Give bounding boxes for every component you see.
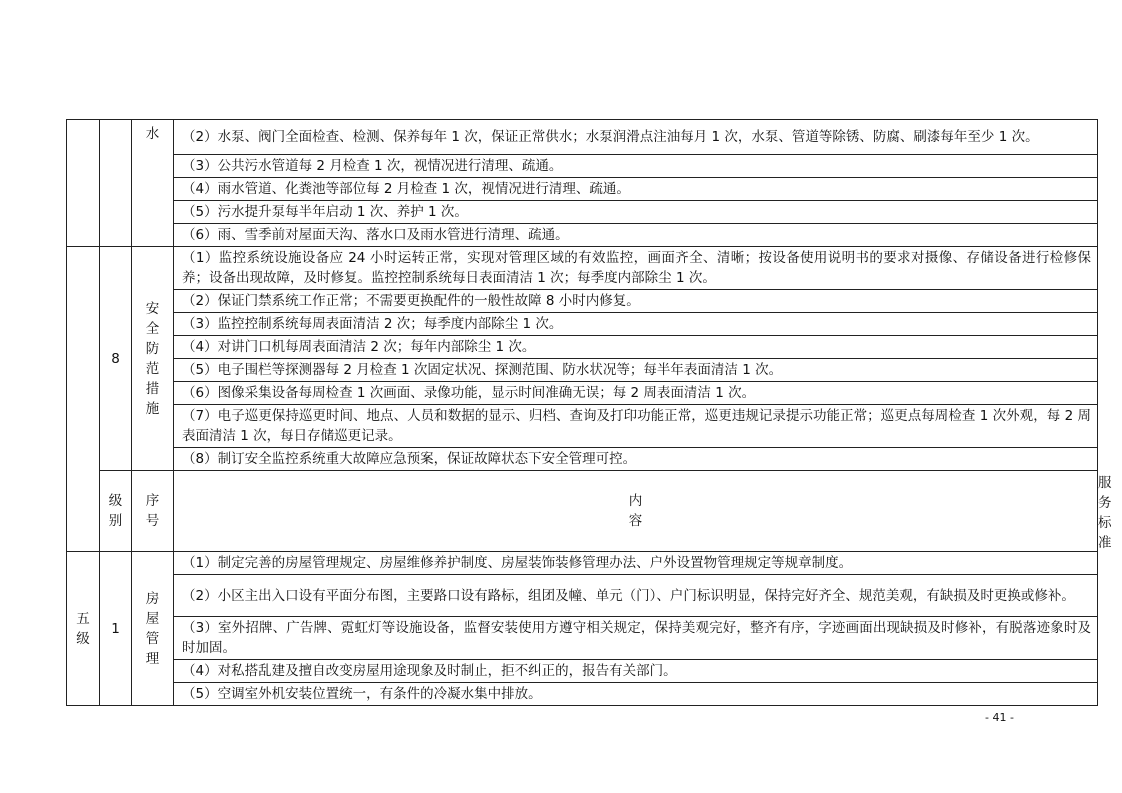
level-cell-empty <box>67 247 100 552</box>
standard-text: （8）制订安全监控系统重大故障应急预案，保证故障状态下安全管理可控。 <box>174 448 1098 471</box>
standard-text: （3）室外招牌、广告牌、霓虹灯等设施设备，监督安装使用方遵守相关规定，保持美观完好，整齐有序，字迹画面出现缺损及时修补，有脱落迹象时及时加固。 <box>174 617 1098 660</box>
table-row <box>67 382 1098 405</box>
header-char: 容 <box>628 513 643 529</box>
standard-text: （1）监控系统设施设备应 24 小时运转正常，实现对管理区域的有效监控，画面齐全、清晰；按设备使用说明书的要求对摄像、存储设备进行检修保养；设备出现故障，及时修复。监控控制系统每日表面清洁 1 次；每季度内部除尘 1 次。 <box>174 247 1098 290</box>
table-row <box>67 290 1098 313</box>
standard-text: （2）保证门禁系统工作正常；不需要更换配件的一般性故障 8 小时内修复。 <box>174 290 1098 313</box>
header-content <box>174 471 1098 552</box>
table-row <box>67 405 1098 448</box>
table-row <box>67 448 1098 471</box>
standard-text: （3）监控控制系统每周表面清洁 2 次；每季度内部除尘 1 次。 <box>174 313 1098 336</box>
category-char: 屋 <box>145 610 160 627</box>
standard-text: （5）电子围栏等探测器每 2 月检查 1 次固定状况、探测范围、防水状况等；每半年表面清洁 1 次。 <box>174 359 1098 382</box>
table-row <box>67 224 1098 247</box>
table-row <box>67 359 1098 382</box>
category-char: 措 <box>145 380 160 397</box>
header-char: 级 <box>108 493 123 509</box>
item-number: 1 <box>100 552 132 706</box>
standard-text: （3）公共污水管道每 2 月检查 1 次，视情况进行清理、疏通。 <box>174 155 1098 178</box>
category-char: 理 <box>145 650 160 667</box>
level-five <box>67 552 100 706</box>
level-cell-empty <box>67 120 100 247</box>
header-char: 序 <box>145 493 160 509</box>
header-level <box>100 471 132 552</box>
category-char: 施 <box>145 400 160 417</box>
table-row <box>67 575 1098 617</box>
table-row <box>67 120 1098 155</box>
table-row <box>67 660 1098 683</box>
category-housing <box>132 552 174 706</box>
standard-text: （6）雨、雪季前对屋面天沟、落水口及雨水管进行清理、疏通。 <box>174 224 1098 247</box>
table-header-row: 级 别 序 号 内 容 服务标准 <box>67 471 1098 552</box>
item-number: 8 <box>100 247 132 471</box>
standard-text: （6）图像采集设备每周检查 1 次画面、录像功能，显示时间准确无误；每 2 周表面清洁 1 次。 <box>174 382 1098 405</box>
standard-text: （5）污水提升泵每半年启动 1 次、养护 1 次。 <box>174 201 1098 224</box>
table-row <box>67 178 1098 201</box>
level-char: 五 <box>76 610 90 627</box>
standard-text: （2）小区主出入口设有平面分布图，主要路口设有路标，组团及幢、单元（门）、户门标识明显，保持完好齐全、规范美观，有缺损及时更换或修补。 <box>174 575 1098 617</box>
standard-text: （4）对私搭乱建及擅自改变房屋用途现象及时制止，拒不纠正的，报告有关部门。 <box>174 660 1098 683</box>
table-row <box>67 313 1098 336</box>
number-cell-empty <box>100 120 132 247</box>
table-row <box>67 617 1098 660</box>
standard-text: （5）空调室外机安装位置统一，有条件的冷凝水集中排放。 <box>174 683 1098 706</box>
header-char: 内 <box>628 493 643 509</box>
category-char: 全 <box>145 320 160 337</box>
table-row <box>67 552 1098 575</box>
standard-text: （4）对讲门口机每周表面清洁 2 次；每年内部除尘 1 次。 <box>174 336 1098 359</box>
category-security <box>132 247 174 471</box>
level-char: 级 <box>76 630 90 647</box>
header-char: 别 <box>108 513 123 529</box>
table-row <box>67 247 1098 290</box>
standard-text: （4）雨水管道、化粪池等部位每 2 月检查 1 次，视情况进行清理、疏通。 <box>174 178 1098 201</box>
category-char: 管 <box>145 630 160 647</box>
category-char: 房 <box>145 590 160 607</box>
table-row <box>67 336 1098 359</box>
standard-text: （2）水泵、阀门全面检查、检测、保养每年 1 次，保证正常供水；水泵润滑点注油每月 1 次，水泵、管道等除锈、防腐、刷漆每年至少 1 次。 <box>174 120 1098 155</box>
header-char: 号 <box>145 513 160 529</box>
category-water: 水 <box>132 120 174 247</box>
header-number <box>132 471 174 552</box>
standard-text: （1）制定完善的房屋管理规定、房屋维修养护制度、房屋装饰装修管理办法、户外设置物管理规定等规章制度。 <box>174 552 1098 575</box>
page-number: - 41 - <box>985 711 1014 724</box>
standards-table <box>66 119 1112 706</box>
category-char: 防 <box>145 340 160 357</box>
table-row <box>67 201 1098 224</box>
category-char: 安 <box>145 300 160 317</box>
table-row <box>67 155 1098 178</box>
category-char: 范 <box>145 360 160 377</box>
standard-text: （7）电子巡更保持巡更时间、地点、人员和数据的显示、归档、查询及打印功能正常，巡更违规记录提示功能正常；巡更点每周检查 1 次外观，每 2 周表面清洁 1 次，每日存储巡更记录。 <box>174 405 1098 448</box>
table-row <box>67 683 1098 706</box>
